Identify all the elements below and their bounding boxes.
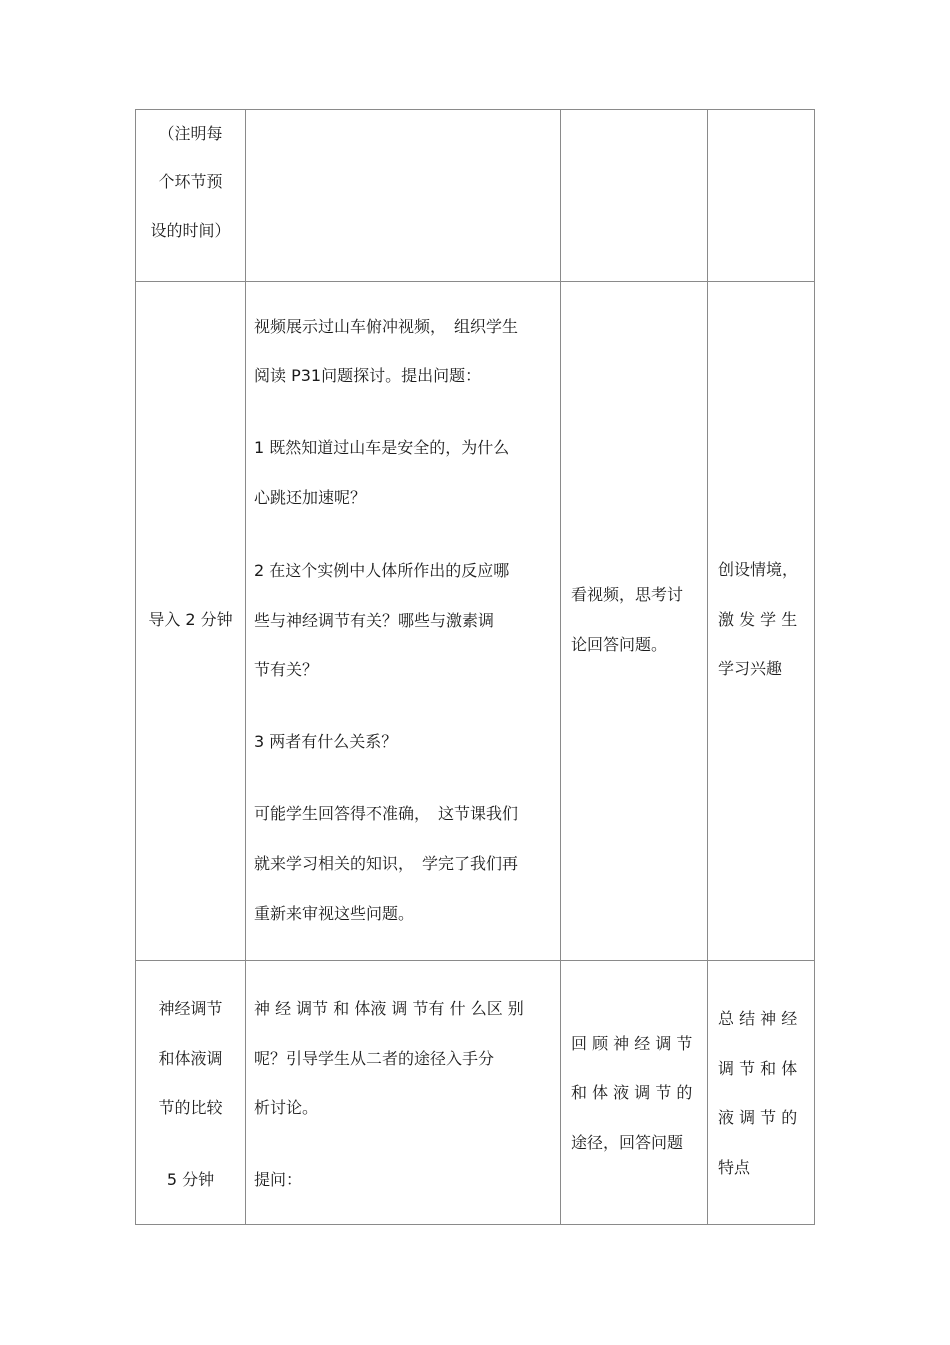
intro-student-line-1: 看视频，思考讨 — [571, 585, 684, 604]
compare-intent-line-1: 总 结 神 经 — [718, 1009, 798, 1028]
compare-student-line-1: 回 顾 神 经 调 节 — [571, 1034, 693, 1053]
cell-compare-teacher — [246, 961, 561, 1225]
time-note-line-2: 个环节预 — [158, 172, 223, 191]
compare-intent-line-3: 液 调 节 的 — [718, 1108, 798, 1127]
cell-intro-stage — [136, 282, 246, 961]
compare-teacher-line-1: 神 经 调节 和 体液 调 节有 什 么区 别 — [254, 999, 524, 1018]
intro-intent-line-3: 学习兴趣 — [718, 659, 783, 678]
cell-header-empty-2 — [246, 110, 561, 282]
cell-header-empty-3 — [561, 110, 708, 282]
table-row-intro — [136, 282, 815, 961]
compare-student-line-2: 和 体 液 调 节 的 — [571, 1083, 693, 1102]
intro-teacher-line-8: 3 两者有什么关系？ — [254, 732, 398, 751]
compare-teacher-line-4: 提问： — [254, 1170, 303, 1189]
cell-compare-student — [561, 961, 708, 1225]
cell-intro-student — [561, 282, 708, 961]
intro-teacher-line-7: 节有关？ — [254, 660, 319, 679]
time-note-line-3: 设的时间） — [150, 221, 231, 240]
intro-teacher-line-4: 心跳还加速呢？ — [254, 488, 367, 507]
cell-time-note — [136, 110, 246, 282]
compare-student-line-3: 途径，回答问题 — [571, 1133, 684, 1152]
intro-teacher-line-3: 1 既然知道过山车是安全的，为什么 — [254, 438, 510, 457]
intro-teacher-line-9: 可能学生回答得不准确， 这节课我们 — [254, 804, 519, 823]
compare-teacher-line-2: 呢？引导学生从二者的途径入手分 — [254, 1049, 495, 1068]
intro-teacher-line-1: 视频展示过山车俯冲视频， 组织学生 — [254, 317, 519, 336]
intro-teacher-line-6: 些与神经调节有关？哪些与激素调 — [254, 611, 495, 630]
intro-student-line-2: 论回答问题。 — [571, 635, 668, 654]
table-row-compare — [136, 961, 815, 1225]
table-row-header — [136, 110, 815, 282]
intro-teacher-line-5: 2 在这个实例中人体所作出的反应哪 — [254, 561, 510, 580]
compare-stage-line-3: 节的比较 — [158, 1098, 223, 1117]
compare-intent-line-2: 调 节 和 体 — [718, 1059, 798, 1078]
cell-intro-teacher — [246, 282, 561, 961]
intro-stage-label: 导入 2 分钟 — [148, 610, 233, 629]
intro-intent-line-1: 创设情境， — [718, 560, 799, 579]
intro-teacher-line-10: 就来学习相关的知识， 学完了我们再 — [254, 854, 519, 873]
cell-header-empty-4 — [708, 110, 815, 282]
intro-intent-line-2: 激 发 学 生 — [718, 610, 798, 629]
cell-compare-intent — [708, 961, 815, 1225]
intro-teacher-line-11: 重新来审视这些问题。 — [254, 904, 415, 923]
lesson-plan-table — [135, 109, 815, 1225]
compare-stage-line-4: 5 分钟 — [166, 1170, 215, 1189]
cell-compare-stage — [136, 961, 246, 1225]
compare-teacher-line-3: 析讨论。 — [254, 1098, 319, 1117]
intro-teacher-line-2: 阅读 P31问题探讨。提出问题： — [254, 366, 482, 385]
compare-stage-line-2: 和体液调 — [158, 1049, 223, 1068]
time-note-line-1: （注明每 — [158, 124, 223, 143]
compare-intent-line-4: 特点 — [718, 1158, 751, 1177]
compare-stage-line-1: 神经调节 — [158, 999, 223, 1018]
cell-intro-intent — [708, 282, 815, 961]
